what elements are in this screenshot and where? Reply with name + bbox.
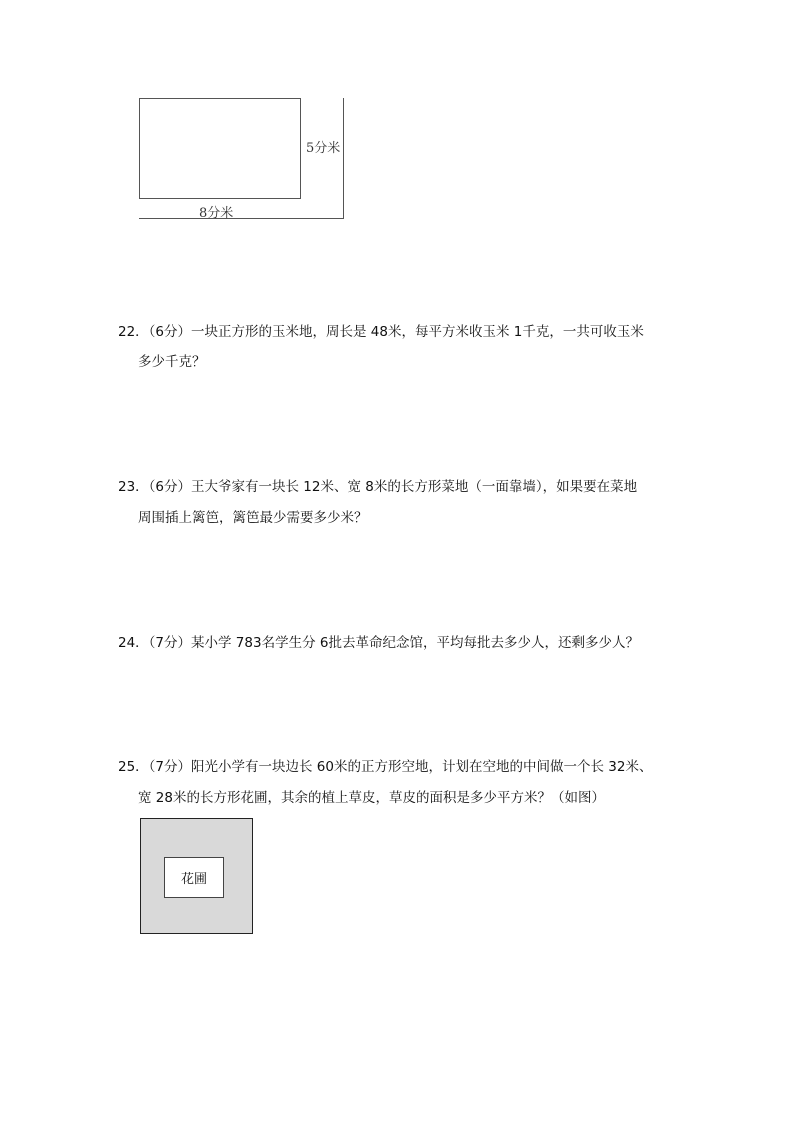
question-22-line-1: 22．（6分）一块正方形的玉米地，周长是 48米，每平方米收玉米 1千克，一共可收玉米 bbox=[118, 324, 644, 340]
width-label: 8分米 bbox=[199, 206, 234, 221]
question-24-line-1: 24．（7分）某小学 783名学生分 6批去革命纪念馆，平均每批去多少人，还剩多少人？ bbox=[118, 635, 639, 651]
question-22-line-2: 多少千克？ bbox=[138, 354, 206, 370]
wall-horizontal-line bbox=[139, 218, 344, 219]
flower-bed bbox=[164, 857, 224, 898]
flower-bed-label: 花圃 bbox=[180, 872, 207, 887]
wall-vertical-line bbox=[343, 98, 344, 219]
rectangle-shape bbox=[139, 98, 301, 199]
height-label: 5分米 bbox=[306, 141, 341, 156]
square-field-figure bbox=[140, 818, 253, 934]
rectangle-figure bbox=[138, 96, 348, 222]
question-23-line-1: 23．（6分）王大爷家有一块长 12米、宽 8米的长方形菜地（一面靠墙），如果要在菜地 bbox=[118, 479, 638, 495]
question-25-line-2: 宽 28米的长方形花圃，其余的植上草皮，草皮的面积是多少平方米？（如图） bbox=[138, 790, 605, 806]
question-25-line-1: 25．（7分）阳光小学有一块边长 60米的正方形空地，计划在空地的中间做一个长 32米、 bbox=[118, 759, 653, 775]
question-23-line-2: 周围插上篱笆，篱笆最少需要多少米？ bbox=[138, 510, 368, 526]
